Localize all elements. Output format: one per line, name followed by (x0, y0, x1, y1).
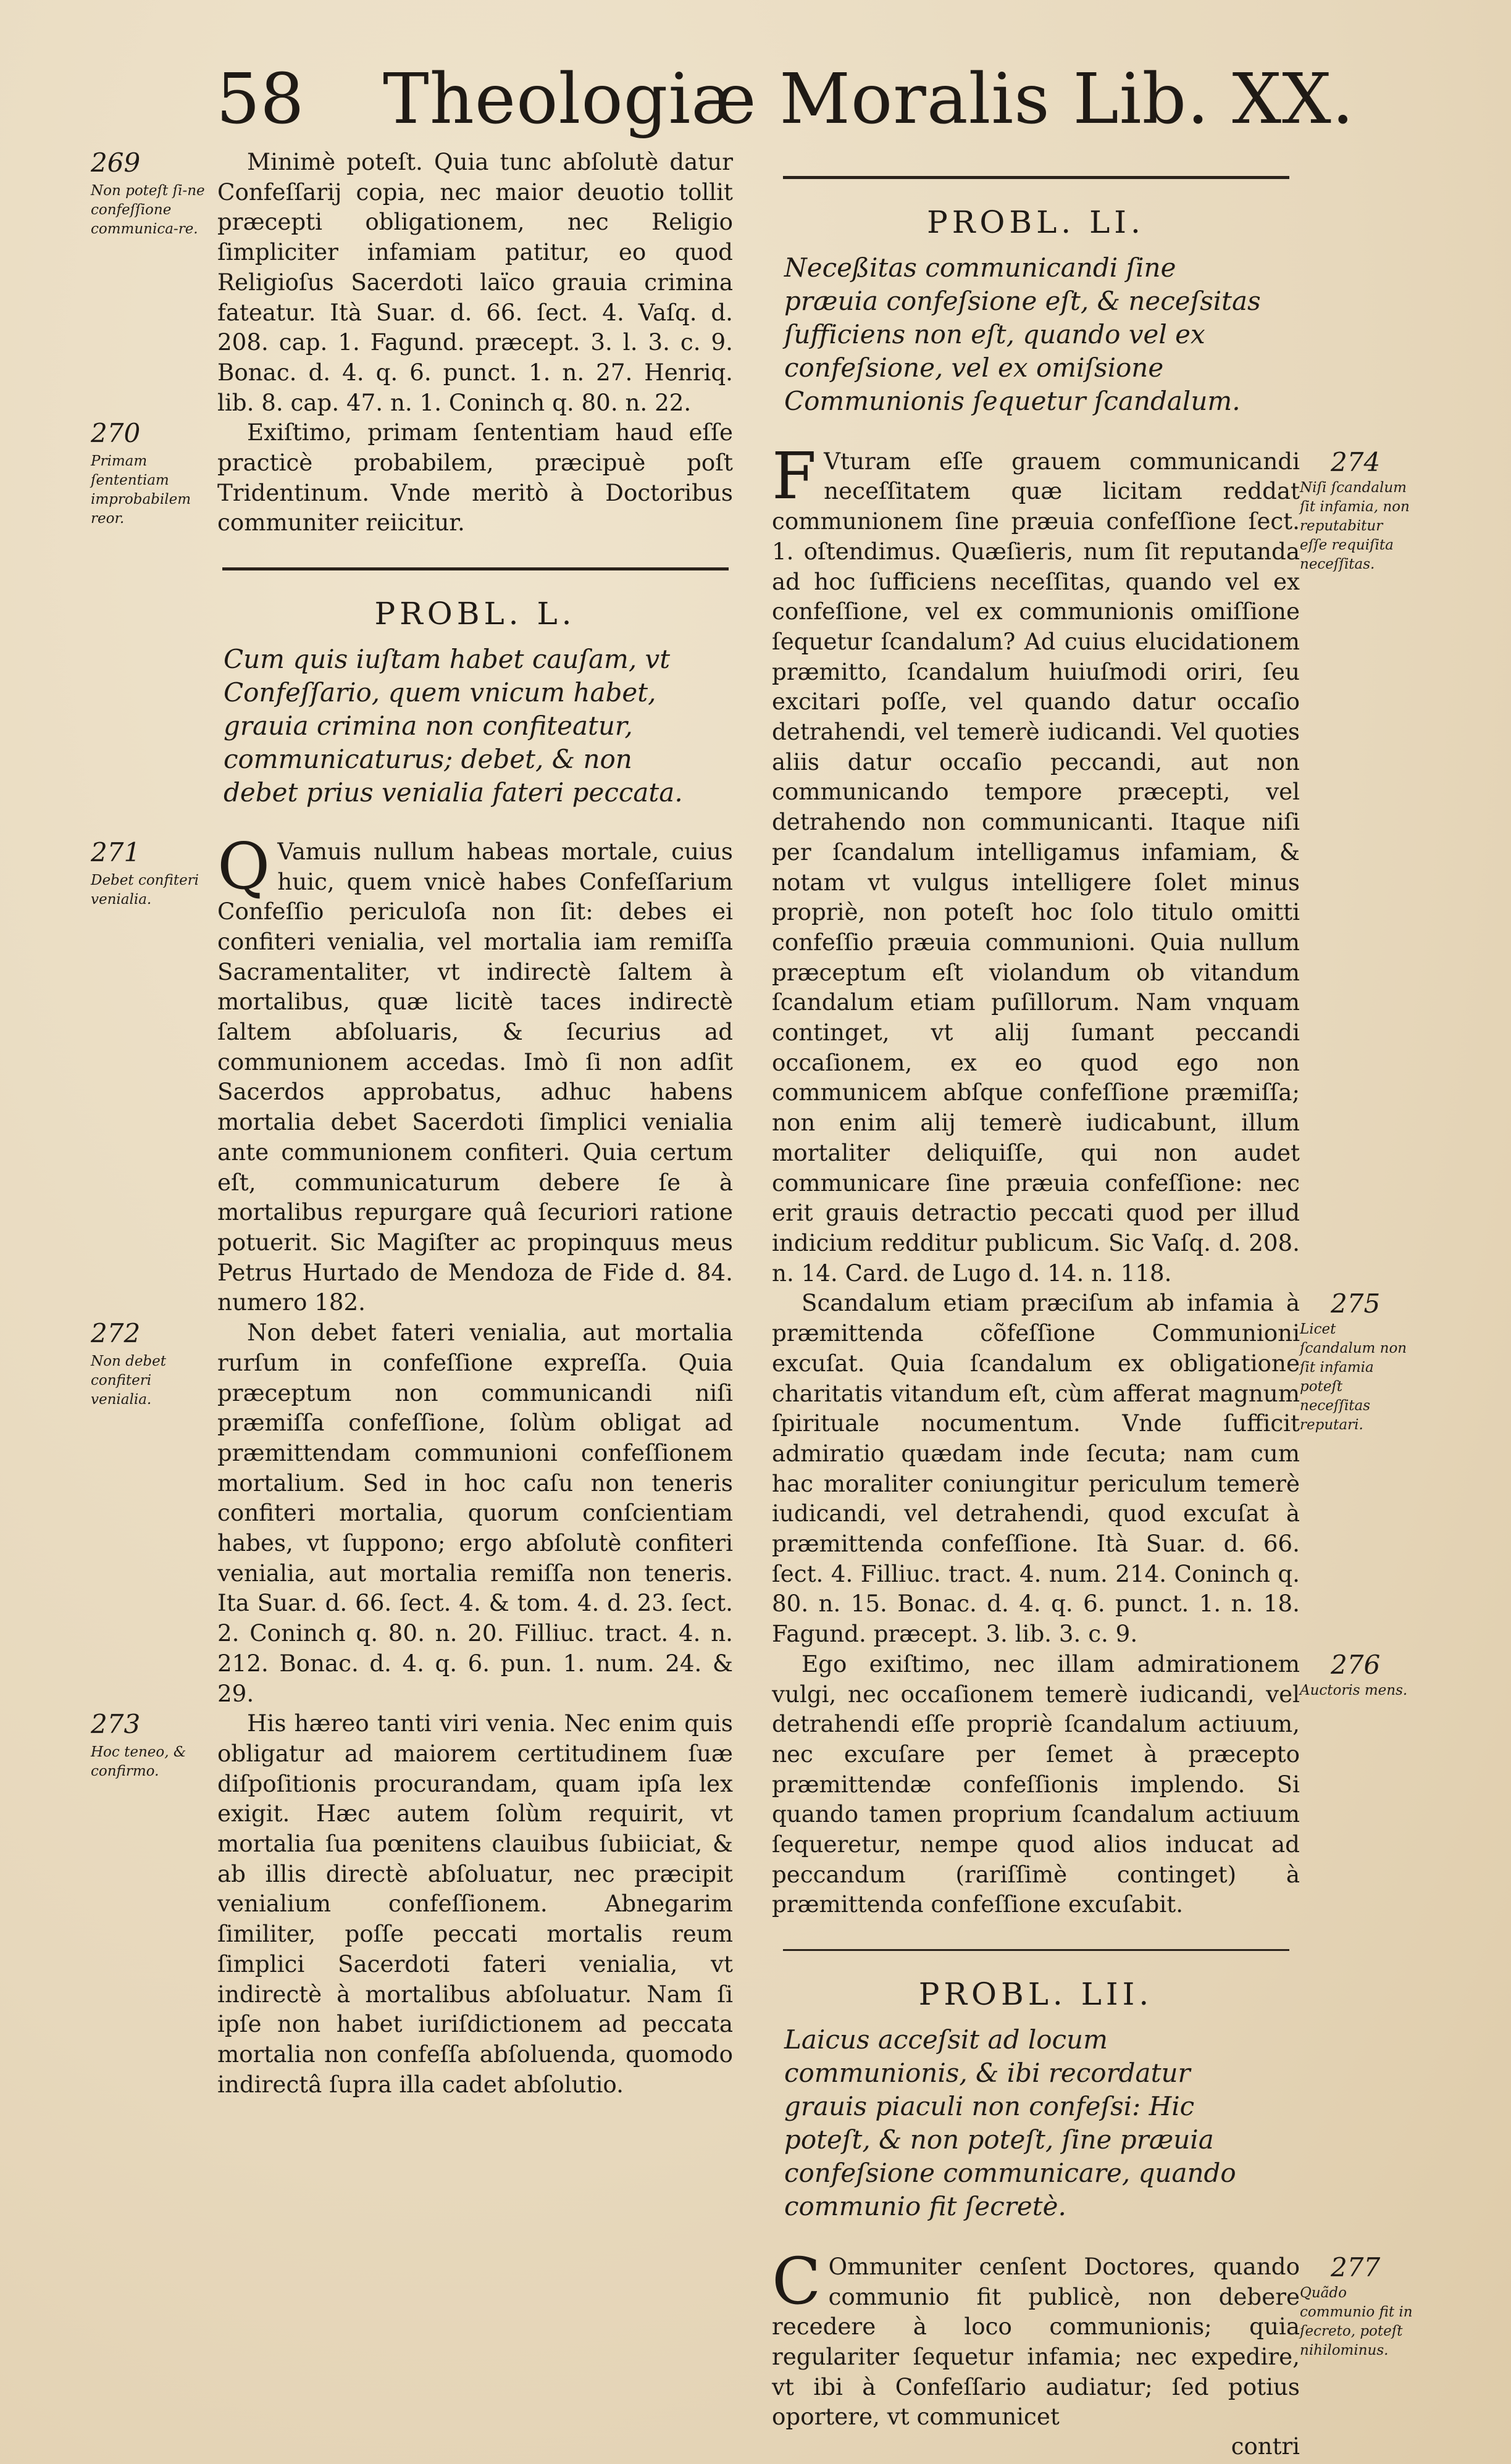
paragraph-270 (91, 417, 733, 538)
marginal-number: 269 (91, 148, 141, 178)
problem-summary: Cum quis iuſtam habet cauſam, vt Confeſſario, quem vnicum habet, grauia crimina non confiteatur, communicaturus; debet, & non debet prius venialia fateri peccata. (224, 643, 683, 808)
marginal-number: 276 (1331, 1649, 1381, 1680)
paragraph-text: Minimè poteſt. Quia tunc abſolutè datur Confeſſarij copia, nec maior deuotio tollit præcepti obligationem, nec Religio ſimpliciter infamiam patitur, eo quod Religioſus Sacerdoti laïco grauia crimina fateatur. Ità Suar. d. 66. ſect. 4. Vaſq. d. 208. cap. 1. Fagund. præcept. 3. l. 3. c. 9. Bonac. d. 4. q. 6. punct. 1. n. 27. Henriq. lib. 8. cap. 47. n. 1. Coninch q. 80. n. 22. (217, 148, 733, 416)
paragraph-277 (772, 2243, 1413, 2432)
marginal-note: Non poteſt ſi‑ne confeſſione communica‑re. (91, 183, 205, 237)
marginal-note: Debet confiteri venialia. (91, 872, 199, 908)
left-column (91, 147, 733, 2099)
paragraph-text: Q Vamuis nullum habeas mortale, cuius huic, quem vnicè habes Confeſſarium Confeſſio periculoſa non ſit: debes ei confiteri venialia, vel mortalia iam remiſſa Sacramentaliter, vt indirectè ſaltem à mortalibus, quæ licitè taces indirectè ſaltem abſoluaris, & ſecurius ad communionem accedas. Imò ſi non adſit Sacerdos approbatus, adhuc habens mortalia debet Sacerdoti ſimplici venialia ante communionem confiteri. Quia certum eſt, communicaturum debere ſe à mortalibus repurgare quâ ſecuriori ratione potuerit. Sic Magiſter ac propinquus meus Petrus Hurtado de Mendoza de Fide d. 84. numero 182. (217, 828, 733, 1316)
marginal-number: 274 (1331, 446, 1381, 477)
paragraph-273 (91, 1708, 733, 2099)
paragraph-text: Scandalum etiam præciſum ab infamia à præmittenda cõfeſſione Communioni excuſat. Quia ſcandalum ex obligatione charitatis vitandum eſt, cùm afferat magnum ſpirituale nocumentum. Vnde ſufficit admiratio quædam inde ſecuta; nam cum hac moraliter coniungitur periculum temerè iudicandi, vel detrahendi, quod excuſat à præmittenda confeſſione. Ità Suar. d. 66. ſect. 4. Filliuc. tract. 4. num. 214. Coninch q. 80. n. 15. Bonac. d. 4. q. 6. punct. 1. n. 18. Fagund. præcept. 3. lib. 3. c. 9. (772, 1289, 1300, 1648)
marginal-note: Primam ſententiam improbabilem reor. (91, 453, 191, 527)
drop-cap: Q (217, 828, 270, 904)
paragraph-276 (772, 1649, 1408, 1919)
paragraph-274 (772, 438, 1410, 1288)
marginal-note: Auctoris mens. (1300, 1682, 1408, 1698)
marginal-number: 270 (91, 418, 141, 449)
drop-cap: C (772, 2243, 821, 2319)
marginal-note: Licet ſcandalum non ſit infamia poteſt neceſſitas reputari. (1300, 1321, 1407, 1434)
paragraph-text: F Vturam eſſe grauem communicandi neceſſitatem quæ licitam reddat communionem ſine præuia confeſſione ſect. 1. oſtendimus. Quæſieris, num ſit reputanda ad hoc ſufficiens neceſſitas, quando vel ex confeſſione, vel ex communionis omiſſione ſequetur ſcandalum? Ad cuius elucidationem præmitto, ſcandalum huiuſmodi oriri, ſeu excitari poſſe, vel quando datur occaſio detrahendi, vel temerè iudicandi. Vel quoties aliis datur occaſio peccandi, aut non communicando tempore præcepti, vel detrahendo non communicanti. Itaque niſi per ſcandalum intelligamus infamiam, & notam vt vulgus intelligere ſolet minus propriè, non poteſt hoc ſolo titulo omitti confeſſio præuia communioni. Quia nullum præceptum eſt violandum ob vitandum ſcandalum etiam puſillorum. Nam vnquam continget, vt alij ſumant peccandi occaſionem, ex eo quod ego non communicem abſque confeſſione præmiſſa; non enim alij temerè iudicabunt, illum mortaliter deliquiſſe, qui non audet communicare ſine præuia confeſſione: nec erit grauis detractio peccati quod per illud indicium redditur publicum. Sic Vaſq. d. 208. n. 14. Card. de Lugo d. 14. n. 118. (772, 438, 1300, 1287)
marginal-number: 271 (91, 837, 141, 867)
running-title: Theologiæ Moralis Lib. XX. (383, 59, 1355, 140)
section-divider (222, 567, 729, 570)
problem-heading: PROBL. L. (374, 596, 576, 632)
problem-summary: Neceßitas communicandi ſine præuia confeſsione eſt, & neceſsitas ſufficiens non eſt, quando vel ex confeſsione, vel ex omiſsione Communionis ſequetur ſcandalum. (784, 252, 1261, 416)
page-header (216, 59, 1355, 151)
marginal-number: 277 (1331, 2252, 1381, 2282)
problem-heading: PROBL. LII. (918, 1976, 1153, 2013)
marginal-number: 272 (91, 1318, 141, 1349)
marginal-number: 273 (91, 1709, 141, 1740)
paragraph-text: His hæreo tanti viri venia. Nec enim quis obligatur ad maiorem certitudinem ſuæ diſpoſitionis procurandam, quam ipſa lex exigit. Hæc autem ſolùm requirit, vt mortalia ſua pœnitens clauibus ſubiiciat, & ab illis directè abſoluatur, nec præcipit venialium confeſſionem. Abnegarim ſimiliter, poſſe peccati mortalis reum ſimplici Sacerdoti fateri venialia, vt indirectè à mortalibus abſoluatur. Nam ſi ipſe non habet iuriſdictionem ad peccata mortalia non confeſſa abſoluenda, quomodo indirectâ ſupra illa cadet abſolutio. (217, 1710, 733, 2098)
section-divider (783, 1949, 1289, 1951)
page-number: 58 (216, 59, 304, 140)
section-divider (783, 176, 1289, 179)
paragraph-269 (91, 147, 733, 417)
marginal-note: Niſi ſcandalum ſit infamia, non reputabitur eſſe requiſita neceſſitas. (1300, 479, 1410, 572)
paragraph-text: Exiſtimo, primam ſententiam haud eſſe practicè probabilem, præcipuè poſt Tridentinum. Vnde meritò à Doctoribus communiter reiicitur. (217, 419, 733, 537)
marginal-note: Non debet confiteri venialia. (91, 1353, 167, 1408)
paragraph-text: C Ommuniter cenſent Doctores, quando communio fit publicè, non debere recedere à loco communionis; quia regulariter ſequetur infamia; nec expedire, vt ibi à Confeſſario audiatur; ſed potius oportere, vt communicet (772, 2243, 1300, 2431)
paragraph-272 (91, 1318, 733, 1708)
paragraph-271 (91, 828, 733, 1318)
marginal-note: Hoc teneo, & confirmo. (91, 1744, 186, 1780)
right-column (772, 176, 1413, 2462)
paragraph-275 (772, 1288, 1407, 1648)
paragraph-text: Ego exiſtimo, nec illam admirationem vulgi, nec occaſionem temerè iudicandi, vel detrahendi eſſe propriè ſcandalum actiuum, nec excuſare per ſemet à præcepto præmittendæ confeſſionis implendo. Si quando tamen proprium ſcandalum actiuum ſequeretur, nempe quod alios inducat ad peccandum (rariſſimè continget) à præmittenda confeſſione excuſabit. (772, 1650, 1300, 1918)
paragraph-text: Non debet fateri venialia, aut mortalia rurſum in confeſſione expreſſa. Quia præceptum non communicandi niſi præmiſſa confeſſione, ſolùm obligat ad præmittendam communioni confeſſionem mortalium. Sed in hoc caſu non teneris confiteri mortalia, quorum conſcientiam habes, vt ſuppono; ergo abſolutè confiteri venialia, aut mortalia remiſſa non teneris. Ita Suar. d. 66. ſect. 4. & tom. 4. d. 23. ſect. 2. Coninch q. 80. n. 20. Filliuc. tract. 4. n. 212. Bonac. d. 4. q. 6. pun. 1. num. 24. & 29. (217, 1319, 733, 1707)
drop-cap: F (772, 438, 817, 514)
problem-summary: Laicus acceſsit ad locum communionis, & ibi recordatur grauis piaculi non confeſsi: Hic poteſt, & non poteſt, ſine præuia confeſsione communicare, quando communio fit ſecretè. (784, 2024, 1236, 2221)
marginal-note: Quãdo communio fit in ſecreto, poteſt nihilominus. (1300, 2284, 1413, 2358)
problem-heading: PROBL. LI. (927, 204, 1145, 240)
catchword: contri (1231, 2433, 1300, 2460)
marginal-number: 275 (1331, 1288, 1381, 1319)
